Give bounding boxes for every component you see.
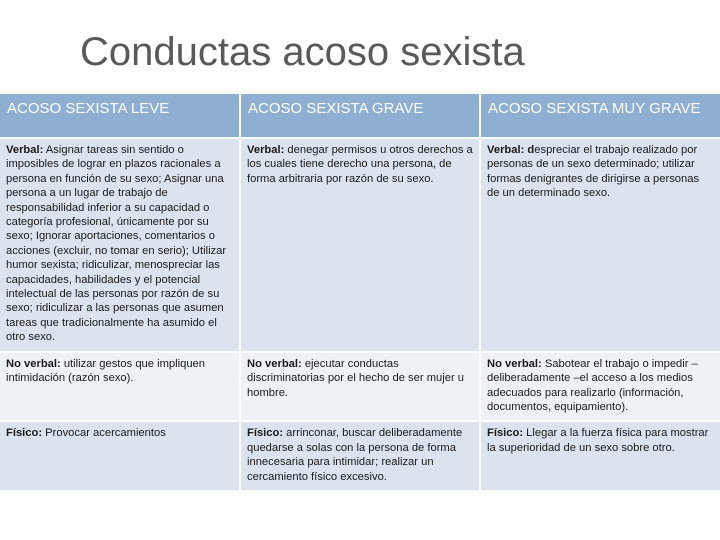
cell-label: Verbal: d <box>487 144 535 156</box>
cell-verbal-muy-grave <box>480 138 720 352</box>
cell-text: denegar permisos u otros derechos a los cuales tiene derecho una persona, de forma arbitraria por razón de su sexo. <box>247 144 473 185</box>
cell-verbal-leve <box>0 138 240 352</box>
header-row <box>0 94 720 138</box>
header-leve: ACOSO SEXISTA LEVE <box>0 94 240 138</box>
cell-no-verbal-grave <box>240 352 480 422</box>
table-row-no-verbal <box>0 352 720 422</box>
cell-fisico-grave <box>240 421 480 490</box>
table-row-fisico <box>0 421 720 490</box>
cell-label: Físico: <box>6 427 43 440</box>
cell-label: No verbal: <box>487 357 542 370</box>
cell-fisico-muy-grave <box>480 421 720 490</box>
cell-text: utilizar gestos que impliquen intimidación (razón sexo). <box>6 357 205 385</box>
cell-label: No verbal: <box>6 357 61 370</box>
cell-label: No verbal: <box>247 357 302 370</box>
cell-fisico-leve <box>0 421 240 490</box>
cell-label: Verbal: <box>247 144 285 156</box>
cell-text: espreciar el trabajo realizado por personas de un sexo determinado; utilizar formas denigrantes de dirigirse a personas de un determinado sexo. <box>487 144 700 200</box>
cell-no-verbal-muy-grave <box>480 352 720 422</box>
cell-no-verbal-leve <box>0 352 240 422</box>
table-row-verbal <box>0 138 720 352</box>
page-title: Conductas acoso sexista <box>80 30 525 74</box>
header-muy-grave: ACOSO SEXISTA MUY GRAVE <box>480 94 720 138</box>
cell-text: Llegar a la fuerza física para mostrar la superioridad de un sexo sobre otro. <box>487 427 709 454</box>
conduct-table <box>0 94 720 490</box>
cell-text: ejecutar conductas discriminatorias por el hecho de ser mujer u hombre. <box>247 357 465 399</box>
cell-label: Físico: <box>487 427 524 440</box>
cell-label: Físico: <box>247 427 284 440</box>
cell-text: arrinconar, buscar deliberadamente quedarse a solas con la persona de forma innecesaria para intimidar; realizar un cercamiento físico excesivo. <box>247 427 463 483</box>
cell-text: Asignar tareas sin sentido o imposibles de lograr en plazos racionales a persona en función de su sexo; Asignar una persona a un lugar de trabajo de responsabilidad inferior a su capacidad o categoría profesional, únicamente por su sexo; Ignorar aportaciones, comentarios o acciones (excluir, no tomar en serio); Utilizar humor sexista; ridiculizar, menospreciar las capacidades, habilidades y el potencial intelectual de las personas por razón de su sexo; ridiculizar a las personas que asumen tareas que tradicionalmente ha asumido el otro sexo. <box>6 144 227 344</box>
cell-text: Provocar acercamientos <box>42 427 166 440</box>
header-grave: ACOSO SEXISTA GRAVE <box>240 94 480 138</box>
cell-text: Sabotear el trabajo o impedir – deliberadamente –el acceso a los medios adecuados para realizarlo (información, documentos, equipamiento). <box>487 357 698 413</box>
cell-label: Verbal: <box>6 144 44 156</box>
cell-verbal-grave <box>240 138 480 352</box>
